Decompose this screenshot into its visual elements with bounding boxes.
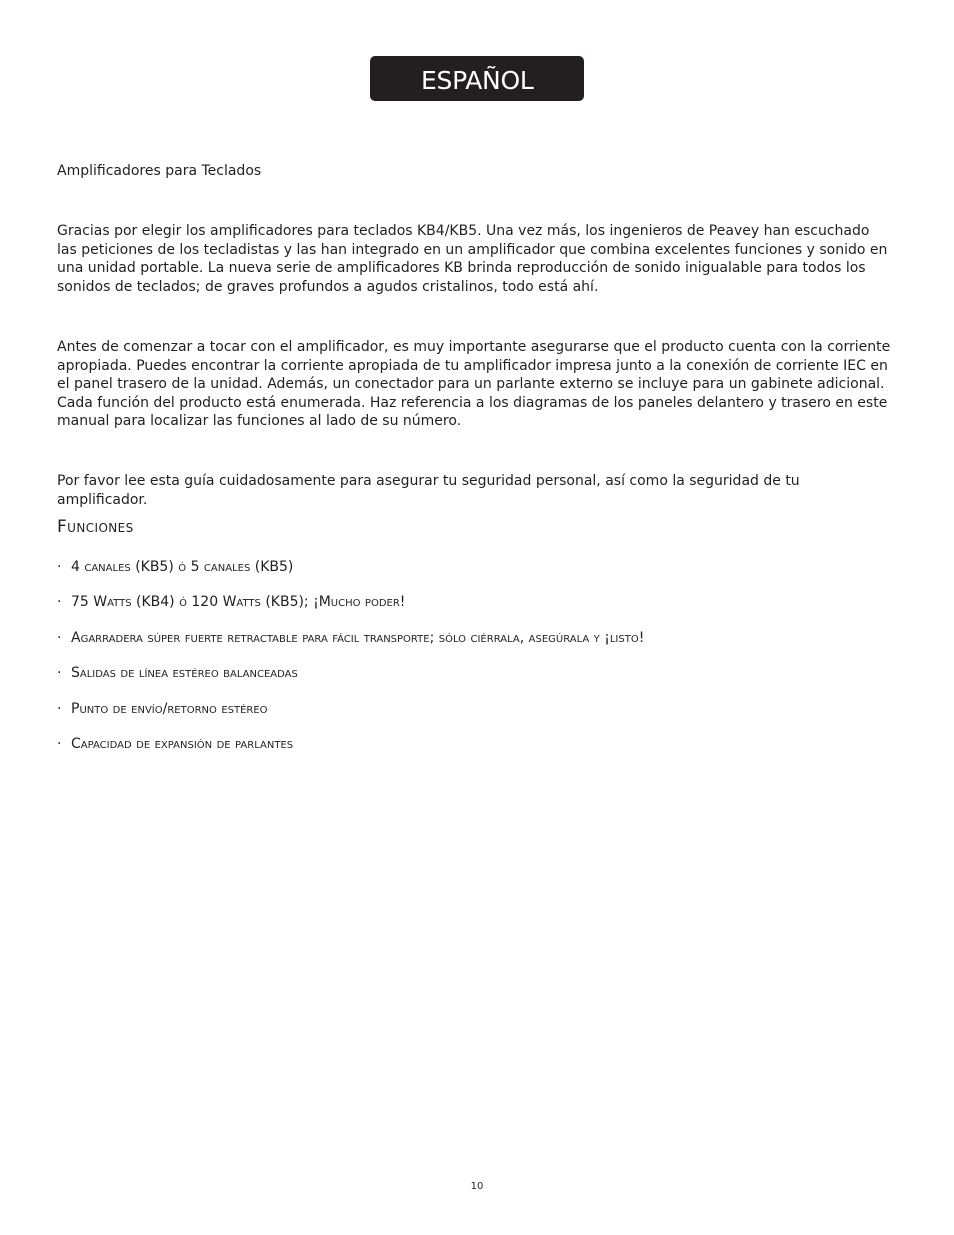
bullet: · (57, 700, 62, 717)
feature-item (57, 629, 644, 664)
bullet: · (57, 629, 62, 646)
bullet: · (57, 559, 62, 575)
intro-paragraph: Gracias por elegir los amplificadores para teclados KB4/KB5. Una vez más, los ingenieros de Peavey han escuchado las peticiones de los tecladistas y las han integrado en un amplificador que combina excelentes funciones y sonido en una unidad portable. La nueva serie de amplificadores KB brinda reproducción de sonido inigualable para todos los sonidos de teclados; de graves profundos a agudos cristalinos, todo está ahí. (57, 223, 888, 295)
feature-item (57, 593, 644, 628)
feature-text: Salidas de línea estéreo balanceadas (71, 665, 298, 682)
bullet: · (57, 665, 62, 682)
bullet: · (57, 735, 62, 752)
document-subtitle: Amplificadores para Teclados (57, 163, 262, 179)
page-number: 10 (470, 1181, 484, 1192)
feature-item (57, 700, 644, 735)
feature-text: 75 Watts (KB4) ó 120 Watts (KB5); ¡Mucho poder! (71, 594, 406, 611)
features-list (57, 558, 644, 770)
feature-text: Punto de envío/retorno estéreo (71, 700, 268, 717)
feature-text: 4 canales (KB5) ó 5 canales (KB5) (71, 559, 294, 575)
bullet: · (57, 594, 62, 611)
language-banner (370, 56, 584, 101)
feature-item (57, 664, 644, 699)
safety-paragraph: Por favor lee esta guía cuidadosamente para asegurar tu seguridad personal, así como la seguridad de tu amplificador. (57, 473, 800, 508)
features-heading: Funciones (57, 517, 134, 537)
feature-item (57, 735, 644, 770)
feature-item (57, 558, 644, 593)
power-paragraph: Antes de comenzar a tocar con el amplificador, es muy importante asegurarse que el producto cuenta con la corriente apropiada. Puedes encontrar la corriente apropiada de tu amplificador impresa junto a la conexión de corriente IEC en el panel trasero de la unidad. Además, un conectador para un parlante externo se incluye para un gabinete adicional. Cada función del producto está enumerada. Haz referencia a los diagramas de los paneles delantero y trasero en este manual para localizar las funciones al lado de su número. (57, 339, 891, 430)
language-label: ESPAÑOL (421, 66, 534, 95)
feature-text: Agarradera súper fuerte retractable para fácil transporte; sólo ciérrala, asegúrala y ¡listo! (71, 629, 645, 646)
feature-text: Capacidad de expansión de parlantes (71, 735, 294, 752)
